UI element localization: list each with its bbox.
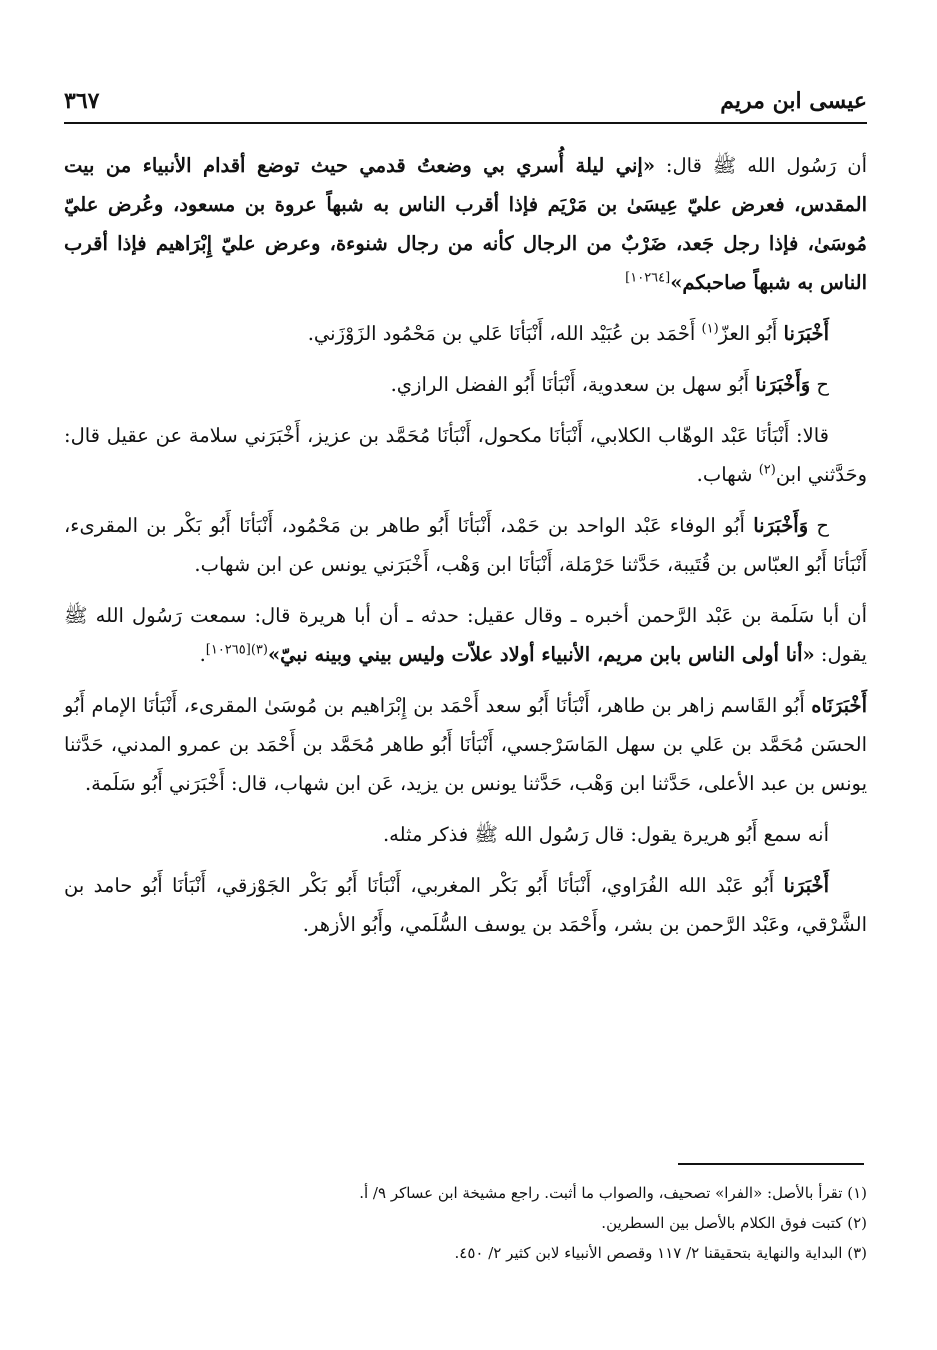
text-segment: ح xyxy=(810,373,829,396)
text-segment: قالا: أَنْبَأنَا عَبْد الوهّاب الكلابي، أَنْبَأنَا مكحول، أَنْبَأنَا مُحَمَّد بن عزيز، أَخْبَرَني سلامة عن عقيل قال: وحَدَّثني ابن xyxy=(64,424,867,486)
paragraph xyxy=(64,686,867,803)
paragraph xyxy=(64,146,867,302)
text-segment: . xyxy=(199,643,206,666)
paragraph xyxy=(64,596,867,674)
paragraph xyxy=(64,866,867,944)
text-segment: أن رَسُول الله ﷺ قال: xyxy=(655,154,867,177)
text-segment: شهاب. xyxy=(696,463,759,486)
emphasized-text: «إني ليلة أُسري بي وضعتُ قدمي حيث توضع أقدام الأنبياء من بيت المقدس، فعرض عليّ عِيسَىٰ بن مَرْيَم فإذا أقرب الناس به شبهاً عروة بن مسعود، وعُرض عليّ مُوسَىٰ، فإذا رجل جَعد، ضَرْبٌ من الرجال كأنه من رجال شنوءة، وعرض عليّ إِبْرَاهيم فإذا أقرب الناس به شبهاً صاحبكم» xyxy=(64,154,867,294)
emphasized-text: أَخْبَرَنا xyxy=(783,322,829,345)
paragraph xyxy=(64,815,867,854)
text-segment: أَبُو سهل بن سعدوية، أَنْبَأنَا أَبُو الفضل الرازي. xyxy=(390,373,756,396)
footnote-reference: (١) xyxy=(701,321,719,337)
page-header xyxy=(64,82,867,124)
page-number: ٣٦٧ xyxy=(64,88,100,114)
footnote-reference: (٣)[١٠٢٦٥] xyxy=(205,642,268,658)
text-segment: أنه سمع أَبُو هريرة يقول: قال رَسُول الله ﷺ فذكر مثله. xyxy=(382,823,829,846)
footnote-separator xyxy=(678,1163,864,1165)
text-segment: أَبُو القَاسم زاهر بن طاهر، أَنْبَأنَا أَبُو سعد أَحْمَد بن إِبْرَاهيم بن مُوسَىٰ المقرىء، أَنْبَأنَا الإمام أَبُو الحسَن مُحَمَّد بن عَلي بن سهل المَاسَرْجسي، أَنْبَأنَا أَبُو طاهر مُحَمَّد بن أَحْمَد بن عمرو المدني، حَدَّثنا يونس بن عبد الأعلى، حَدَّثنا ابن وَهْب، حَدَّثنا يونس بن يزيد، عَن ابن شهاب، قال: أَخْبَرَني أَبُو سَلَمة. xyxy=(64,694,867,795)
footnote: (٢) كتبت فوق الكلام بالأصل بين السطرين. xyxy=(601,1214,867,1232)
paragraph xyxy=(64,365,867,404)
paragraph xyxy=(64,416,867,494)
footnote: (١) تقرأ بالأصل: «الفرا» تصحيف، والصواب ما أثبت. راجع مشيخة ابن عساكر ٩/ أ. xyxy=(359,1184,867,1202)
text-segment: أَبُو العزّ xyxy=(718,322,784,345)
paragraph xyxy=(64,314,867,353)
text-segment: أن أبا سَلَمة بن عَبْد الرَّحمن أخبره ـ وقال عقيل: حدثه ـ أن أبا هريرة قال: سمعت رَسُول الله ﷺ يقول: xyxy=(64,604,868,666)
main-text xyxy=(64,146,867,956)
footnote-reference: [١٠٢٦٤] xyxy=(625,270,671,286)
text-segment: أَبُو عَبْد الله الفُرَاوي، أَنْبَأنَا أَبُو بَكْر المغربي، أَنْبَأنَا أَبُو بَكْر الجَوْزقي، أَنْبَأنَا أَبُو حامد بن الشَّرْقي، وعَبْد الرَّحمن بن بشر، وأَحْمَد بن يوسف السُّلَمي، وأَبُو الأزهر. xyxy=(64,874,867,936)
footnotes xyxy=(64,1178,867,1268)
emphasized-text: وَأَخْبَرَنا xyxy=(753,514,809,537)
footnote-reference: (٢) xyxy=(758,462,776,478)
emphasized-text: وَأَخْبَرَنا xyxy=(755,373,811,396)
emphasized-text: أَخْبَرَنا xyxy=(783,874,829,897)
text-segment: ح xyxy=(808,514,829,537)
emphasized-text: «أنا أولى الناس بابن مريم، الأنبياء أولاد علاّت وليس بيني وبينه نبيّ» xyxy=(267,643,815,666)
paragraph xyxy=(64,506,867,584)
text-segment: أَحْمَد بن عُبَيْد الله، أَنْبَأنَا عَلي بن مَحْمُود الزَوْزَني. xyxy=(307,322,702,345)
footnote: (٣) البداية والنهاية بتحقيقنا ٢/ ١١٧ وقصص الأنبياء لابن كثير ٢/ ٤٥٠. xyxy=(454,1244,867,1262)
emphasized-text: أَخْبَرَنَاه xyxy=(811,694,867,717)
text-segment: أَبُو الوفاء عَبْد الواحد بن حَمْد، أَنْبَأنَا أَبُو طاهر بن مَحْمُود، أَنْبَأنَا أَبُو بَكْر بن المقرىء، أَنْبَأنَا أَبُو العبّاس بن قُتَيبة، حَدَّثنا حَرْمَلة، أَنْبَأنَا ابن وَهْب، أَخْبَرَني يونس عن ابن شهاب. xyxy=(64,514,867,576)
running-title: عيسى ابن مريم xyxy=(720,88,867,114)
